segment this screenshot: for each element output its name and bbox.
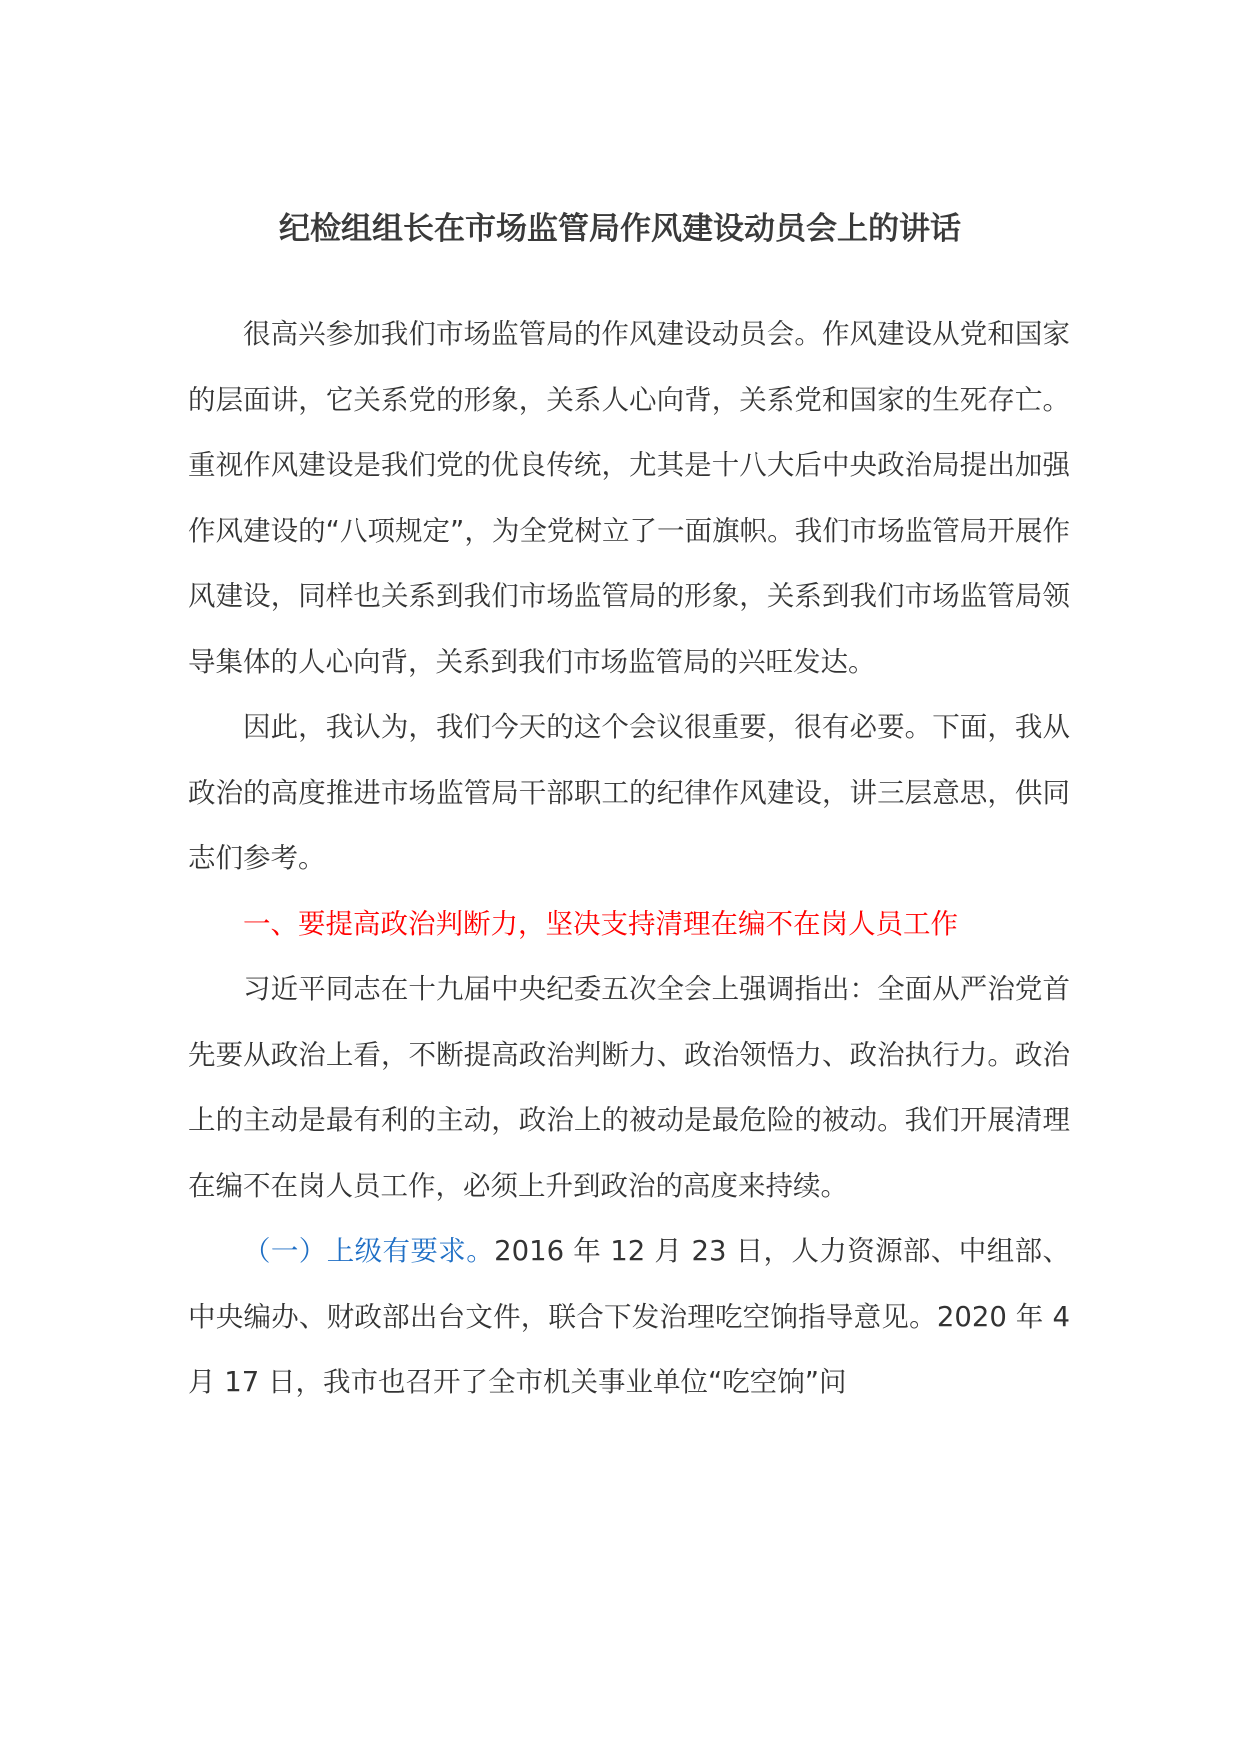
paragraph-section-1: 习近平同志在十九届中央纪委五次全会上强调指出：全面从严治党首先要从政治上看，不断提高政治判断力、政治领悟力、政治执行力。政治上的主动是最有利的主动，政治上的被动是最危险的被动。我们开展清理在编不在岗人员工作，必须上升到政治的高度来持续。 [188, 973, 1070, 1202]
paragraph-outline: 因此，我认为，我们今天的这个会议很重要，很有必要。下面，我从政治的高度推进市场监管局干部职工的纪律作风建设，讲三层意思，供同志们参考。 [188, 711, 1070, 874]
section-heading-1: 一、要提高政治判断力，坚决支持清理在编不在岗人员工作 [243, 907, 958, 940]
document-body [188, 302, 1070, 1416]
subsection-heading-1: （一）上级有要求。 [243, 1235, 495, 1267]
document-title: 纪检组组长在市场监管局作风建设动员会上的讲话 [279, 211, 961, 247]
subsection-1-text: 2016 年 12 月 23 日，人力资源部、中组部、中央编办、财政部出台文件，联合下发治理吃空饷指导意见。2020 年 4 月 17 日，我市也召开了全市机关事业单位“吃空饷”问 [188, 1235, 1070, 1398]
paragraph-intro: 很高兴参加我们市场监管局的作风建设动员会。作风建设从党和国家的层面讲，它关系党的形象，关系人心向背，关系党和国家的生死存亡。重视作风建设是我们党的优良传统，尤其是十八大后中央政治局提出加强作风建设的“八项规定”，为全党树立了一面旗帜。我们市场监管局开展作风建设，同样也关系到我们市场监管局的形象，关系到我们市场监管局领导集体的人心向背，关系到我们市场监管局的兴旺发达。 [188, 318, 1070, 678]
paragraph-subsection-1 [188, 1219, 1070, 1416]
